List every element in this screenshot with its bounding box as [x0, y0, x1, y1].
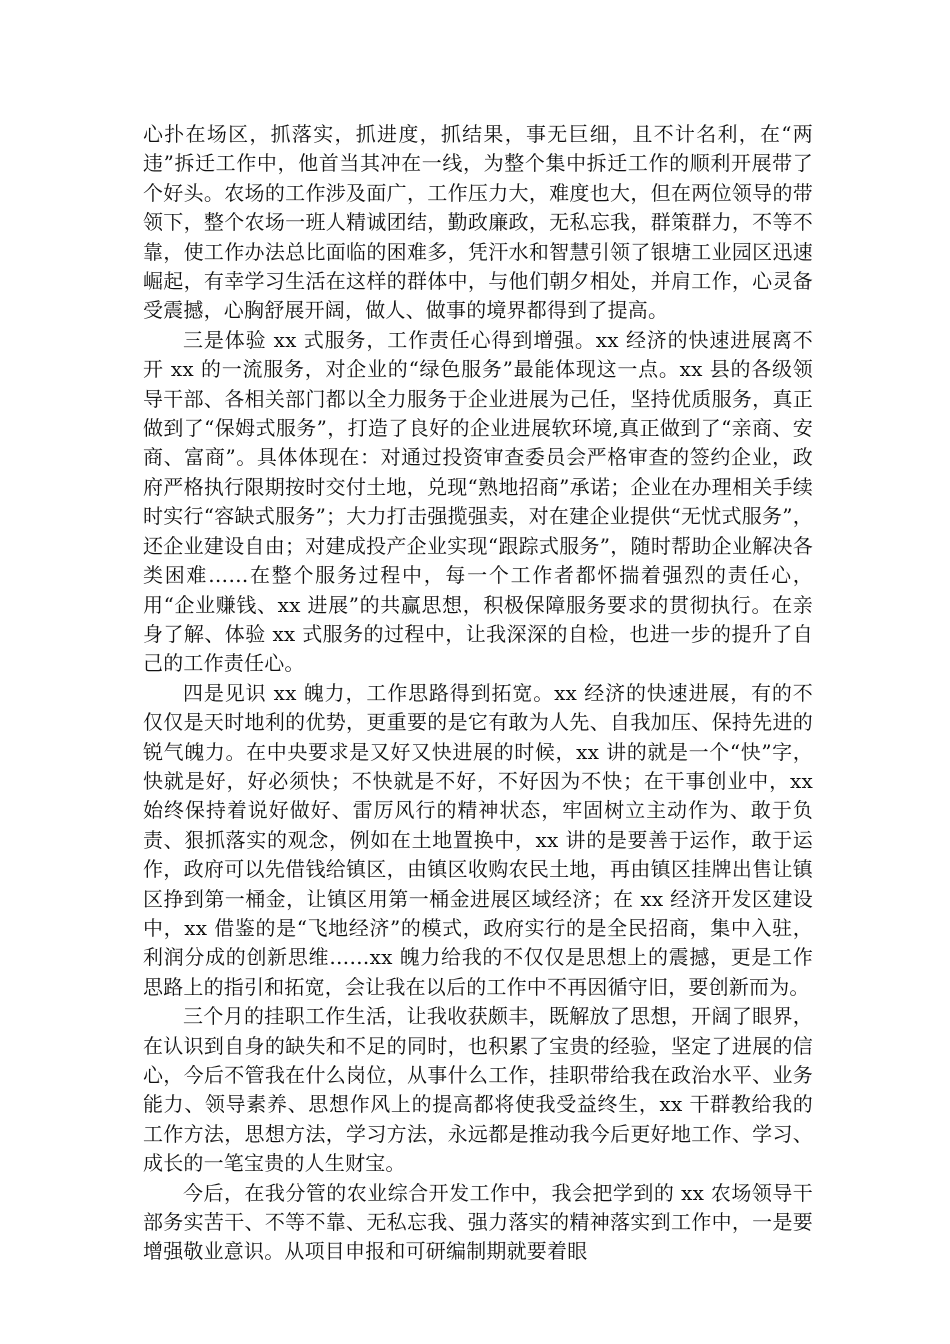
paragraph-future: 今后，在我分管的农业综合开发工作中，我会把学到的 xx 农场领导干部务实苦干、不等不靠、无私忘我、强力落实的精神落实到工作中，一是要增强敬业意识。从项目申报和可研编制期就要着眼 [143, 1180, 813, 1264]
paragraph-continuation: 心扑在场区，抓落实，抓进度，抓结果，事无巨细，且不计名利，在“两违”拆迁工作中，他首当其冲在一线，为整个集中拆迁工作的顺利开展带了个好头。农场的工作涉及面广，工作压力大，难度也大，但在两位领导的带领下，整个农场一班人精诚团结，勤政廉政，无私忘我，群策群力，不等不靠，使工作办法总比面临的困难多，凭汗水和智慧引领了银塘工业园区迅速崛起，有幸学习生活在这样的群体中，与他们朝夕相处，并肩工作，心灵备受震撼，心胸舒展开阔，做人、做事的境界都得到了提高。 [143, 122, 813, 323]
paragraph-summary: 三个月的挂职工作生活，让我收获颇丰，既解放了思想，开阔了眼界，在认识到自身的缺失和不足的同时，也积累了宝贵的经验，坚定了进展的信心，今后不管我在什么岗位，从事什么工作，挂职带给我在政治水平、业务能力、领导素养、思想作风上的提高都将使我受益终生，xx 干群教给我的工作方法，思想方法，学习方法，永远都是推动我今后更好地工作、学习、成长的一笔宝贵的人生财宝。 [143, 1004, 813, 1176]
paragraph-boldness: 四是见识 xx 魄力，工作思路得到拓宽。xx 经济的快速进展，有的不仅仅是天时地利的优势，更重要的是它有敢为人先、自我加压、保持先进的锐气魄力。在中央要求是又好又快进展的时候，xx 讲的就是一个“快”字，快就是好，好必须快；不快就是不好，不好因为不快；在干事创业中，xx 始终保持着说好做好、雷厉风行的精神状态，牢固树立主动作为、敢于负责、狠抓落实的观念，例如在土地置换中，xx 讲的是要善于运作，敢于运作，政府可以先借钱给镇区，由镇区收购农民土地，再由镇区挂牌出售让镇区挣到第一桶金，让镇区用第一桶金进展区域经济；在 xx 经济开发区建设中，xx 借鉴的是“飞地经济”的模式，政府实行的是全民招商，集中入驻，利润分成的创新思维……xx 魄力给我的不仅仅是思想上的震撼，更是工作思路上的指引和拓宽，会让我在以后的工作中不再因循守旧，要创新而为。 [143, 680, 813, 999]
document-body [143, 120, 813, 1267]
paragraph-service: 三是体验 xx 式服务，工作责任心得到增强。xx 经济的快速进展离不开 xx 的一流服务，对企业的“绿色服务”最能体现这一点。xx 县的各级领导干部、各相关部门都以全力服务于企业进展为己任，坚持优质服务，真正做到了“保姆式服务”，打造了良好的企业进展软环境,真正做到了“亲商、安商、富商”。具体体现在：对通过投资审查委员会严格审查的签约企业，政府严格执行限期按时交付土地，兑现“熟地招商”承诺；企业在办理相关手续时实行“容缺式服务”；大力打击强揽强卖，对在建企业提供“无忧式服务”，还企业建设自由；对建成投产企业实现“跟踪式服务”，随时帮助企业解决各类困难……在整个服务过程中，每一个工作者都怀揣着强烈的责任心，用“企业赚钱、xx 进展”的共赢思想，积极保障服务要求的贯彻执行。在亲身了解、体验 xx 式服务的过程中，让我深深的自检，也进一步的提升了自己的工作责任心。 [143, 327, 813, 676]
